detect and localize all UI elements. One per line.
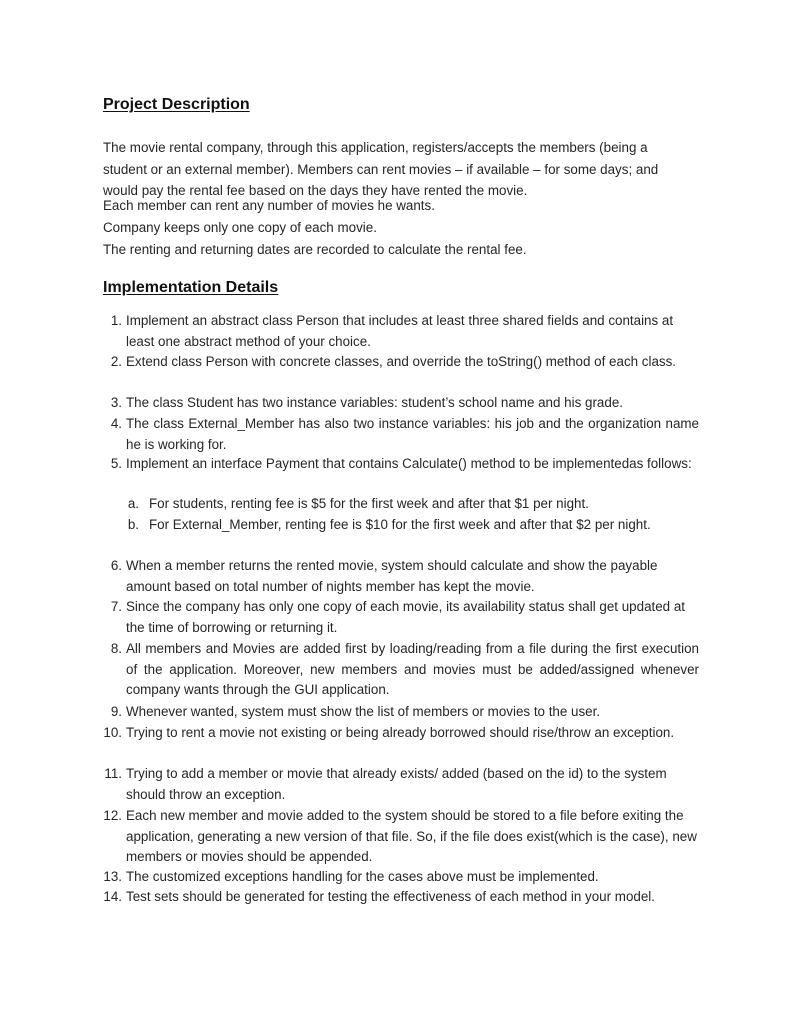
list-item-number: 1. [110,313,122,328]
list-item-number: 5. [110,456,122,471]
sub-list-item-letter: a. [127,496,139,511]
sub-list-item-letter: b. [127,517,139,532]
list-item-text: Since the company has only one copy of each movie, its availability status shall get updated at the time of borrowing or returning it. [126,599,686,635]
list-item-text: The class Student has two instance variables: student’s school name and his grade. [126,395,623,410]
list-item-number: 14. [103,889,122,904]
project-description-heading: Project Description [103,96,250,113]
list-item-number: 12. [103,808,122,823]
list-item-number: 7. [110,599,122,614]
list-item-number: 3. [110,395,122,410]
list-item-text: The class External_Member has also two instance variables: his job and the organization name he is working for. [126,416,699,452]
list-item-number: 2. [110,354,122,369]
list-item-text: Implement an interface Payment that contains Calculate() method to be implementedas follows: [126,456,692,471]
description-line: Company keeps only one copy of each movie. [103,220,377,235]
list-item-text: When a member returns the rented movie, system should calculate and show the payable amount based on total number of nights member has kept the movie. [126,558,658,594]
list-item-text: Extend class Person with concrete classes, and override the toString() method of each class. [126,354,677,369]
list-item-number: 10. [103,725,122,740]
project-description-paragraph: The movie rental company, through this application, registers/accepts the members (being a student or an external member). Members can rent movies – if available – for some days; and would pay the rental fee based on the days they have rented the movie. [103,140,659,198]
list-item-text: Trying to rent a movie not existing or being already borrowed should rise/throw an exception. [126,725,675,740]
list-item-text: Test sets should be generated for testing the effectiveness of each method in your model. [126,889,656,904]
list-item-number: 11. [104,766,122,781]
list-item-text: Implement an abstract class Person that includes at least three shared fields and contains at least one abstract method of your choice. [126,313,674,349]
description-line: The renting and returning dates are recorded to calculate the rental fee. [103,242,527,257]
list-item-number: 4. [110,416,122,431]
list-item-number: 8. [110,641,122,656]
list-item-number: 13. [103,869,122,884]
list-item-number: 6. [110,558,122,573]
list-item-text: Each new member and movie added to the system should be stored to a file before exiting the application, generating a new version of that file. So, if the file does exist(which is the case), new members or movies should be appended. [126,808,697,865]
description-line: Each member can rent any number of movies he wants. [103,198,435,213]
list-item-number: 9. [110,704,122,719]
implementation-details-heading: Implementation Details [103,279,279,296]
sub-list-item-text: For students, renting fee is $5 for the first week and after that $1 per night. [149,496,589,511]
list-item-text: Trying to add a member or movie that already exists/ added (based on the id) to the system should throw an exception. [126,766,667,802]
sub-list-item-text: For External_Member, renting fee is $10 for the first week and after that $2 per night. [149,517,651,532]
list-item-text: Whenever wanted, system must show the list of members or movies to the user. [126,704,601,719]
list-item-text: The customized exceptions handling for the cases above must be implemented. [126,869,599,884]
list-item-text: All members and Movies are added first by loading/reading from a file during the first execution of the application. Moreover, new members and movies must be added/assigned whenever company wants through the GUI application. [126,641,699,698]
